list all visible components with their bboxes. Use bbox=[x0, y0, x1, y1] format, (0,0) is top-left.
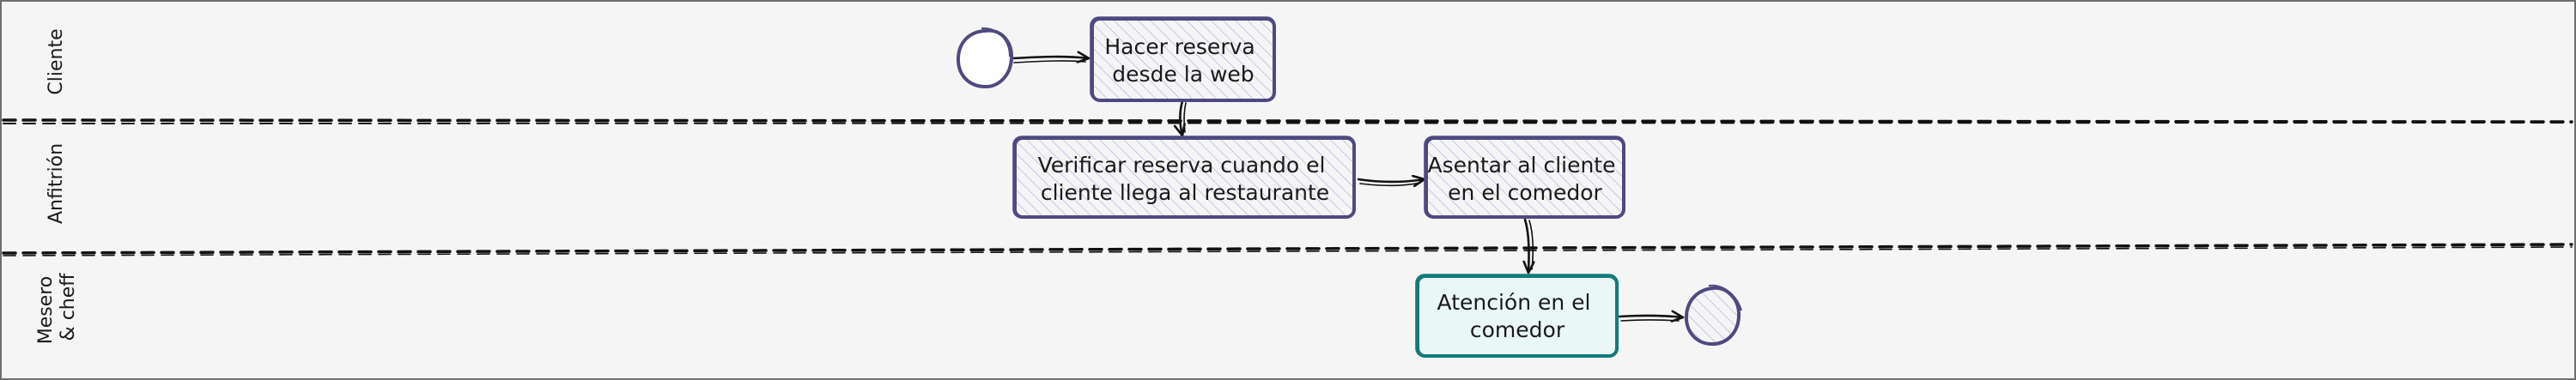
edge-hacer-reserva-to-verificar bbox=[1180, 101, 1186, 136]
lane-label-line: Anfitrión bbox=[46, 142, 67, 225]
task-hacer-reserva bbox=[1091, 17, 1275, 100]
task-asentar-cliente bbox=[1425, 136, 1625, 218]
task-label-line: Hacer reserva bbox=[1104, 34, 1255, 59]
edge-start-to-hacer-reserva bbox=[1012, 57, 1089, 63]
task-verificar-reserva bbox=[1013, 136, 1355, 218]
lane-label-line: Cliente bbox=[46, 28, 67, 95]
lane-label-mesero bbox=[35, 270, 79, 345]
task-label-line: cliente llega al restaurante bbox=[1040, 180, 1330, 205]
lane-divider-1 bbox=[3, 120, 2572, 124]
edge-verificar-to-asentar bbox=[1358, 179, 1425, 185]
task-label-line: Verificar reserva cuando el bbox=[1037, 153, 1326, 178]
task-atencion-comedor bbox=[1416, 274, 1618, 357]
task-label-line: comedor bbox=[1469, 317, 1565, 342]
lane-label-line: Mesero bbox=[35, 275, 57, 345]
lane-label-line: & cheff bbox=[58, 273, 79, 341]
lane-divider-2 bbox=[3, 244, 2572, 256]
lane-label-anfitrion bbox=[46, 143, 67, 224]
edge-atencion-to-end bbox=[1619, 316, 1683, 321]
task-label-line: desde la web bbox=[1112, 62, 1255, 87]
end-event bbox=[1686, 286, 1741, 344]
lane-label-cliente bbox=[46, 28, 67, 94]
task-label-line: Asentar al cliente bbox=[1427, 153, 1616, 178]
edge-asentar-to-atencion bbox=[1525, 220, 1533, 273]
start-event bbox=[958, 28, 1012, 87]
task-label-line: en el comedor bbox=[1448, 180, 1602, 205]
task-label-line: Atención en el bbox=[1437, 290, 1591, 315]
